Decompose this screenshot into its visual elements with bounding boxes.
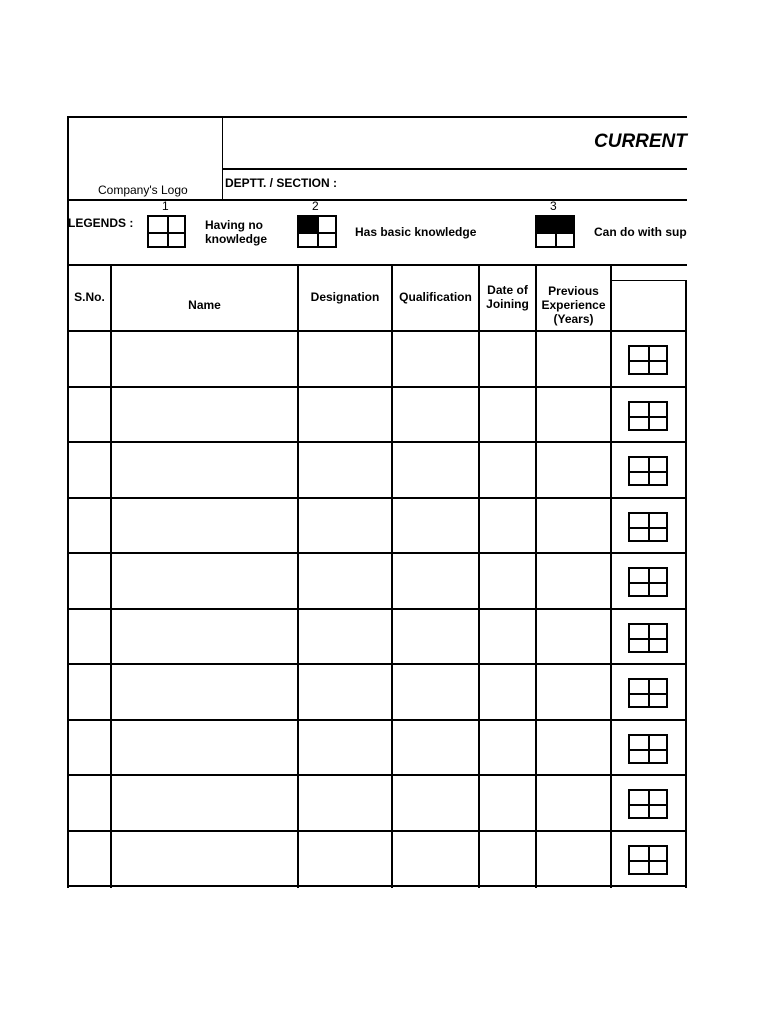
header-doj-line2: Joining bbox=[486, 297, 529, 311]
row-sno-cell[interactable] bbox=[69, 388, 110, 441]
legend-3-number: 3 bbox=[550, 199, 557, 213]
dept-section-label: DEPTT. / SECTION : bbox=[225, 176, 338, 190]
row-name-cell[interactable] bbox=[112, 499, 297, 552]
row-doj-cell[interactable] bbox=[480, 665, 535, 718]
row-name-cell[interactable] bbox=[112, 721, 297, 774]
row-name-cell[interactable] bbox=[112, 776, 297, 829]
row-name-cell[interactable] bbox=[112, 610, 297, 663]
row-prev-exp-cell[interactable] bbox=[537, 832, 610, 885]
dept-bottom-border bbox=[67, 199, 687, 201]
row-designation-cell[interactable] bbox=[299, 499, 391, 552]
legend-3-text: Can do with sup bbox=[594, 225, 687, 239]
row-prev-exp-cell[interactable] bbox=[537, 665, 610, 718]
row-doj-cell[interactable] bbox=[480, 610, 535, 663]
row-name-cell[interactable] bbox=[112, 332, 297, 385]
row-name-cell[interactable] bbox=[112, 554, 297, 607]
skill-level-grid-icon[interactable] bbox=[628, 512, 668, 542]
row-name-cell[interactable] bbox=[112, 665, 297, 718]
row-doj-cell[interactable] bbox=[480, 554, 535, 607]
row-prev-exp-cell[interactable] bbox=[537, 610, 610, 663]
row-sno-cell[interactable] bbox=[69, 610, 110, 663]
row-designation-cell[interactable] bbox=[299, 610, 391, 663]
row-qualification-cell[interactable] bbox=[393, 665, 478, 718]
header-sno: S.No. bbox=[74, 290, 105, 304]
header-designation: Designation bbox=[310, 290, 380, 304]
row-name-cell[interactable] bbox=[112, 443, 297, 496]
row-prev-exp-cell[interactable] bbox=[537, 443, 610, 496]
row-doj-cell[interactable] bbox=[480, 776, 535, 829]
legend-1-text-line2: knowledge bbox=[205, 232, 268, 246]
row-doj-cell[interactable] bbox=[480, 721, 535, 774]
skill-level-grid-icon[interactable] bbox=[628, 678, 668, 708]
row-qualification-cell[interactable] bbox=[393, 332, 478, 385]
row-qualification-cell[interactable] bbox=[393, 388, 478, 441]
row-designation-cell[interactable] bbox=[299, 776, 391, 829]
skill-level-grid-icon[interactable] bbox=[628, 789, 668, 819]
row-designation-cell[interactable] bbox=[299, 332, 391, 385]
row-sno-cell[interactable] bbox=[69, 721, 110, 774]
row-designation-cell[interactable] bbox=[299, 721, 391, 774]
legend-3-grid-icon bbox=[535, 215, 575, 248]
row-designation-cell[interactable] bbox=[299, 443, 391, 496]
row-sno-cell[interactable] bbox=[69, 443, 110, 496]
row-sno-cell[interactable] bbox=[69, 332, 110, 385]
row-designation-cell[interactable] bbox=[299, 832, 391, 885]
legend-2-number: 2 bbox=[312, 199, 319, 213]
row-doj-cell[interactable] bbox=[480, 332, 535, 385]
logo-divider bbox=[222, 117, 223, 200]
row-designation-cell[interactable] bbox=[299, 388, 391, 441]
row-prev-exp-cell[interactable] bbox=[537, 388, 610, 441]
row-doj-cell[interactable] bbox=[480, 388, 535, 441]
header-prev-line3: (Years) bbox=[553, 312, 594, 326]
row-qualification-cell[interactable] bbox=[393, 610, 478, 663]
row-sno-cell[interactable] bbox=[69, 832, 110, 885]
header-prev-line2: Experience bbox=[541, 298, 606, 312]
legend-1-grid-icon bbox=[147, 215, 186, 248]
legend-2-grid-icon bbox=[297, 215, 337, 248]
header-prev-line1: Previous bbox=[548, 284, 599, 298]
skill-level-grid-icon[interactable] bbox=[628, 567, 668, 597]
row-name-cell[interactable] bbox=[112, 832, 297, 885]
table-top-border bbox=[67, 264, 687, 266]
title-bottom-border bbox=[223, 168, 687, 170]
row-qualification-cell[interactable] bbox=[393, 554, 478, 607]
row-qualification-cell[interactable] bbox=[393, 776, 478, 829]
row-doj-cell[interactable] bbox=[480, 499, 535, 552]
row-designation-cell[interactable] bbox=[299, 665, 391, 718]
header-qualification: Qualification bbox=[399, 290, 472, 304]
header-doj-line1: Date of bbox=[487, 283, 528, 297]
row-doj-cell[interactable] bbox=[480, 443, 535, 496]
company-logo-label: Company's Logo bbox=[98, 183, 188, 197]
form-title: CURRENT bbox=[594, 131, 687, 152]
row-sno-cell[interactable] bbox=[69, 776, 110, 829]
skill-level-grid-icon[interactable] bbox=[628, 456, 668, 486]
skill-level-grid-icon[interactable] bbox=[628, 623, 668, 653]
header-name: Name bbox=[188, 298, 221, 312]
row-qualification-cell[interactable] bbox=[393, 832, 478, 885]
skill-header-divider bbox=[611, 280, 687, 281]
legends-label: LEGENDS : bbox=[68, 216, 134, 230]
legend-1-number: 1 bbox=[162, 199, 169, 213]
row-name-cell[interactable] bbox=[112, 388, 297, 441]
row-qualification-cell[interactable] bbox=[393, 499, 478, 552]
row-sno-cell[interactable] bbox=[69, 499, 110, 552]
row-sno-cell[interactable] bbox=[69, 665, 110, 718]
row-sno-cell[interactable] bbox=[69, 554, 110, 607]
row-prev-exp-cell[interactable] bbox=[537, 554, 610, 607]
row-prev-exp-cell[interactable] bbox=[537, 499, 610, 552]
legend-2-text: Has basic knowledge bbox=[355, 225, 477, 239]
skill-level-grid-icon[interactable] bbox=[628, 345, 668, 375]
skill-level-grid-icon[interactable] bbox=[628, 401, 668, 431]
row-designation-cell[interactable] bbox=[299, 554, 391, 607]
row-bottom-border bbox=[67, 885, 687, 887]
row-prev-exp-cell[interactable] bbox=[537, 332, 610, 385]
row-prev-exp-cell[interactable] bbox=[537, 721, 610, 774]
form-top-border bbox=[67, 116, 687, 118]
row-qualification-cell[interactable] bbox=[393, 721, 478, 774]
row-prev-exp-cell[interactable] bbox=[537, 776, 610, 829]
legend-1-text-line1: Having no bbox=[205, 218, 264, 232]
skill-level-grid-icon[interactable] bbox=[628, 734, 668, 764]
row-doj-cell[interactable] bbox=[480, 832, 535, 885]
row-qualification-cell[interactable] bbox=[393, 443, 478, 496]
skill-level-grid-icon[interactable] bbox=[628, 845, 668, 875]
